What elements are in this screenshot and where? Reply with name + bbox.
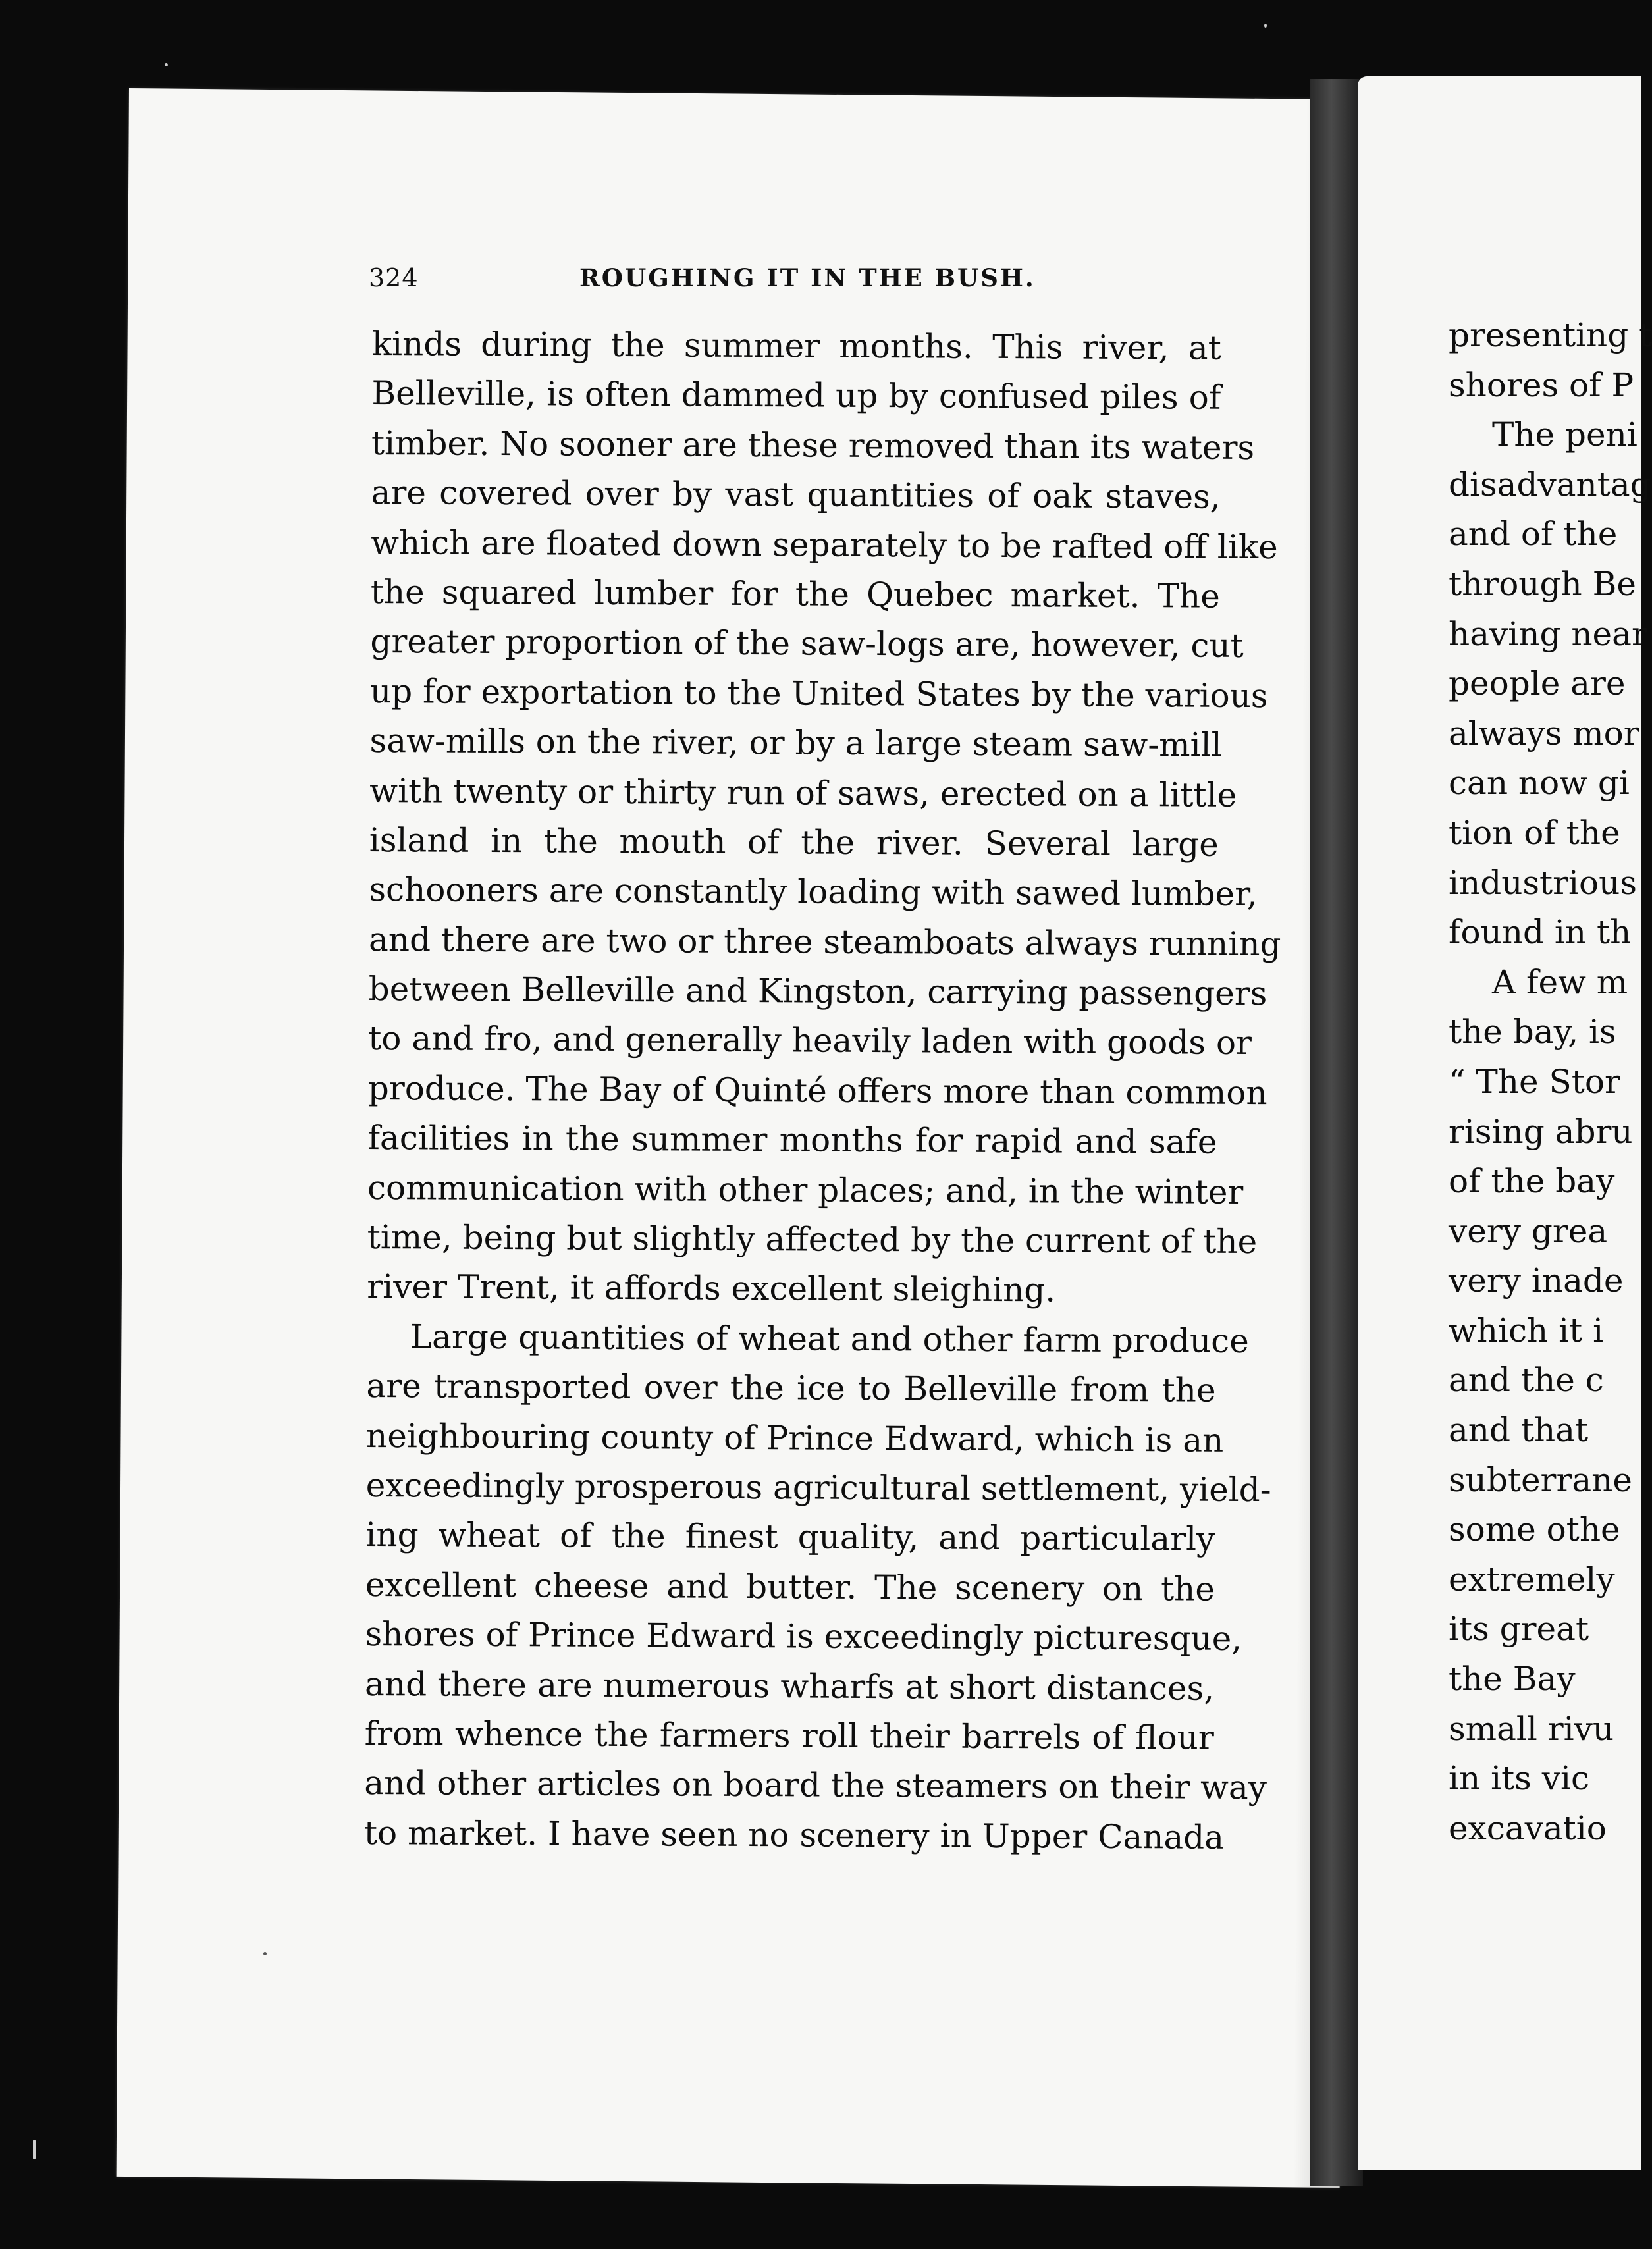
scan-speck bbox=[1264, 24, 1267, 28]
text-line: from whence the farmers roll their barrels of flour bbox=[364, 1714, 1214, 1757]
text-line: A few m bbox=[1492, 963, 1628, 1001]
text-line: presenting t bbox=[1449, 316, 1652, 354]
text-line: to and fro, and generally heavily laden with goods or bbox=[368, 1019, 1252, 1063]
text-line: its great bbox=[1449, 1610, 1589, 1649]
text-line: produce. The Bay of Quinté offers more than common bbox=[367, 1069, 1267, 1112]
text-line: “ The Stor bbox=[1449, 1062, 1620, 1101]
text-line: exceedingly prosperous agricultural settlement, yield- bbox=[365, 1466, 1271, 1510]
text-line: ing wheat of the finest quality, and particularly bbox=[365, 1516, 1215, 1559]
scan-speck bbox=[263, 1952, 267, 1955]
text-line: can now gi bbox=[1449, 764, 1630, 803]
text-line: disadvantag bbox=[1449, 465, 1651, 504]
text-line: very inade bbox=[1449, 1261, 1624, 1300]
text-line: kinds during the summer months. This river, at bbox=[371, 324, 1221, 367]
text-line: and the c bbox=[1449, 1361, 1604, 1400]
text-line: having near bbox=[1449, 614, 1647, 653]
text-line: excellent cheese and butter. The scenery on the bbox=[365, 1565, 1215, 1608]
text-line: to market. I have seen no scenery in Upper Canada bbox=[363, 1813, 1225, 1857]
text-line: the squared lumber for the Quebec market. The bbox=[370, 572, 1220, 616]
text-line: and there are two or three steamboats always running bbox=[368, 920, 1281, 963]
text-line: saw-mills on the river, or by a large steam saw-mill bbox=[369, 722, 1222, 764]
text-line: people are bbox=[1449, 664, 1626, 703]
text-line: and other articles on board the steamers on their way bbox=[364, 1764, 1267, 1807]
text-line: and there are numerous wharfs at short distances, bbox=[364, 1664, 1215, 1708]
text-line: always mor bbox=[1449, 714, 1639, 753]
text-line: island in the mouth of the river. Several large bbox=[369, 820, 1219, 864]
text-line: the Bay bbox=[1449, 1660, 1576, 1699]
page-number: 324 bbox=[369, 263, 419, 292]
text-line: and that bbox=[1449, 1411, 1589, 1450]
text-line: time, being but slightly affected by the current of the bbox=[367, 1218, 1258, 1261]
text-line: Large quantities of wheat and other farm produce bbox=[410, 1317, 1249, 1360]
text-line: the bay, is bbox=[1449, 1013, 1616, 1051]
text-line: some othe bbox=[1449, 1510, 1620, 1549]
text-line: with twenty or thirty run of saws, erected on a little bbox=[369, 771, 1237, 814]
text-line: communication with other places; and, in the winter bbox=[367, 1168, 1244, 1211]
text-line: between Belleville and Kingston, carrying passengers bbox=[368, 970, 1267, 1013]
text-line: of the bay bbox=[1449, 1162, 1615, 1201]
text-line: are covered over by vast quantities of oak staves, bbox=[371, 473, 1221, 516]
text-line: which are floated down separately to be rafted off like bbox=[371, 523, 1278, 566]
text-line: tion of the bbox=[1449, 813, 1620, 852]
text-line: subterrane bbox=[1449, 1460, 1632, 1499]
text-line: timber. No sooner are these removed than its waters bbox=[371, 423, 1255, 467]
text-line: neighbouring county of Prince Edward, which is an bbox=[365, 1416, 1224, 1460]
right-page-text bbox=[1449, 311, 1652, 1853]
scan-speck bbox=[33, 2140, 36, 2159]
scan-speck bbox=[165, 63, 168, 66]
book-gutter bbox=[1310, 79, 1363, 2186]
text-line: river Trent, it affords excellent sleighing. bbox=[367, 1267, 1056, 1310]
text-line: small rivu bbox=[1449, 1709, 1614, 1748]
text-line: The peni bbox=[1492, 415, 1638, 454]
text-line: rising abru bbox=[1449, 1112, 1633, 1151]
text-line: schooners are constantly loading with sawed lumber, bbox=[369, 870, 1258, 914]
running-head-title: ROUGHING IT IN THE BUSH. bbox=[579, 263, 1036, 292]
text-line: found in th bbox=[1449, 913, 1632, 952]
text-line: and of the bbox=[1449, 515, 1618, 554]
text-line: very grea bbox=[1449, 1211, 1608, 1250]
text-line: Belleville, is often dammed up by confused piles of bbox=[371, 374, 1221, 417]
text-line: are transported over the ice to Belleville from the bbox=[366, 1367, 1216, 1410]
text-line: facilities in the summer months for rapid and safe bbox=[367, 1119, 1217, 1161]
text-line: up for exportation to the United States by the various bbox=[369, 672, 1268, 715]
text-line: in its vic bbox=[1449, 1759, 1589, 1798]
left-page-text bbox=[363, 319, 1281, 1863]
text-line: industrious bbox=[1449, 863, 1638, 902]
text-line: extremely bbox=[1449, 1560, 1615, 1599]
text-line: greater proportion of the saw-logs are, however, cut bbox=[370, 622, 1244, 666]
text-line: shores of P bbox=[1449, 365, 1634, 404]
text-line: through Be bbox=[1449, 564, 1636, 603]
text-line: shores of Prince Edward is exceedingly picturesque, bbox=[365, 1615, 1242, 1658]
text-line: which it i bbox=[1449, 1311, 1604, 1350]
text-line: excavatio bbox=[1449, 1809, 1607, 1847]
running-head bbox=[369, 263, 1317, 303]
